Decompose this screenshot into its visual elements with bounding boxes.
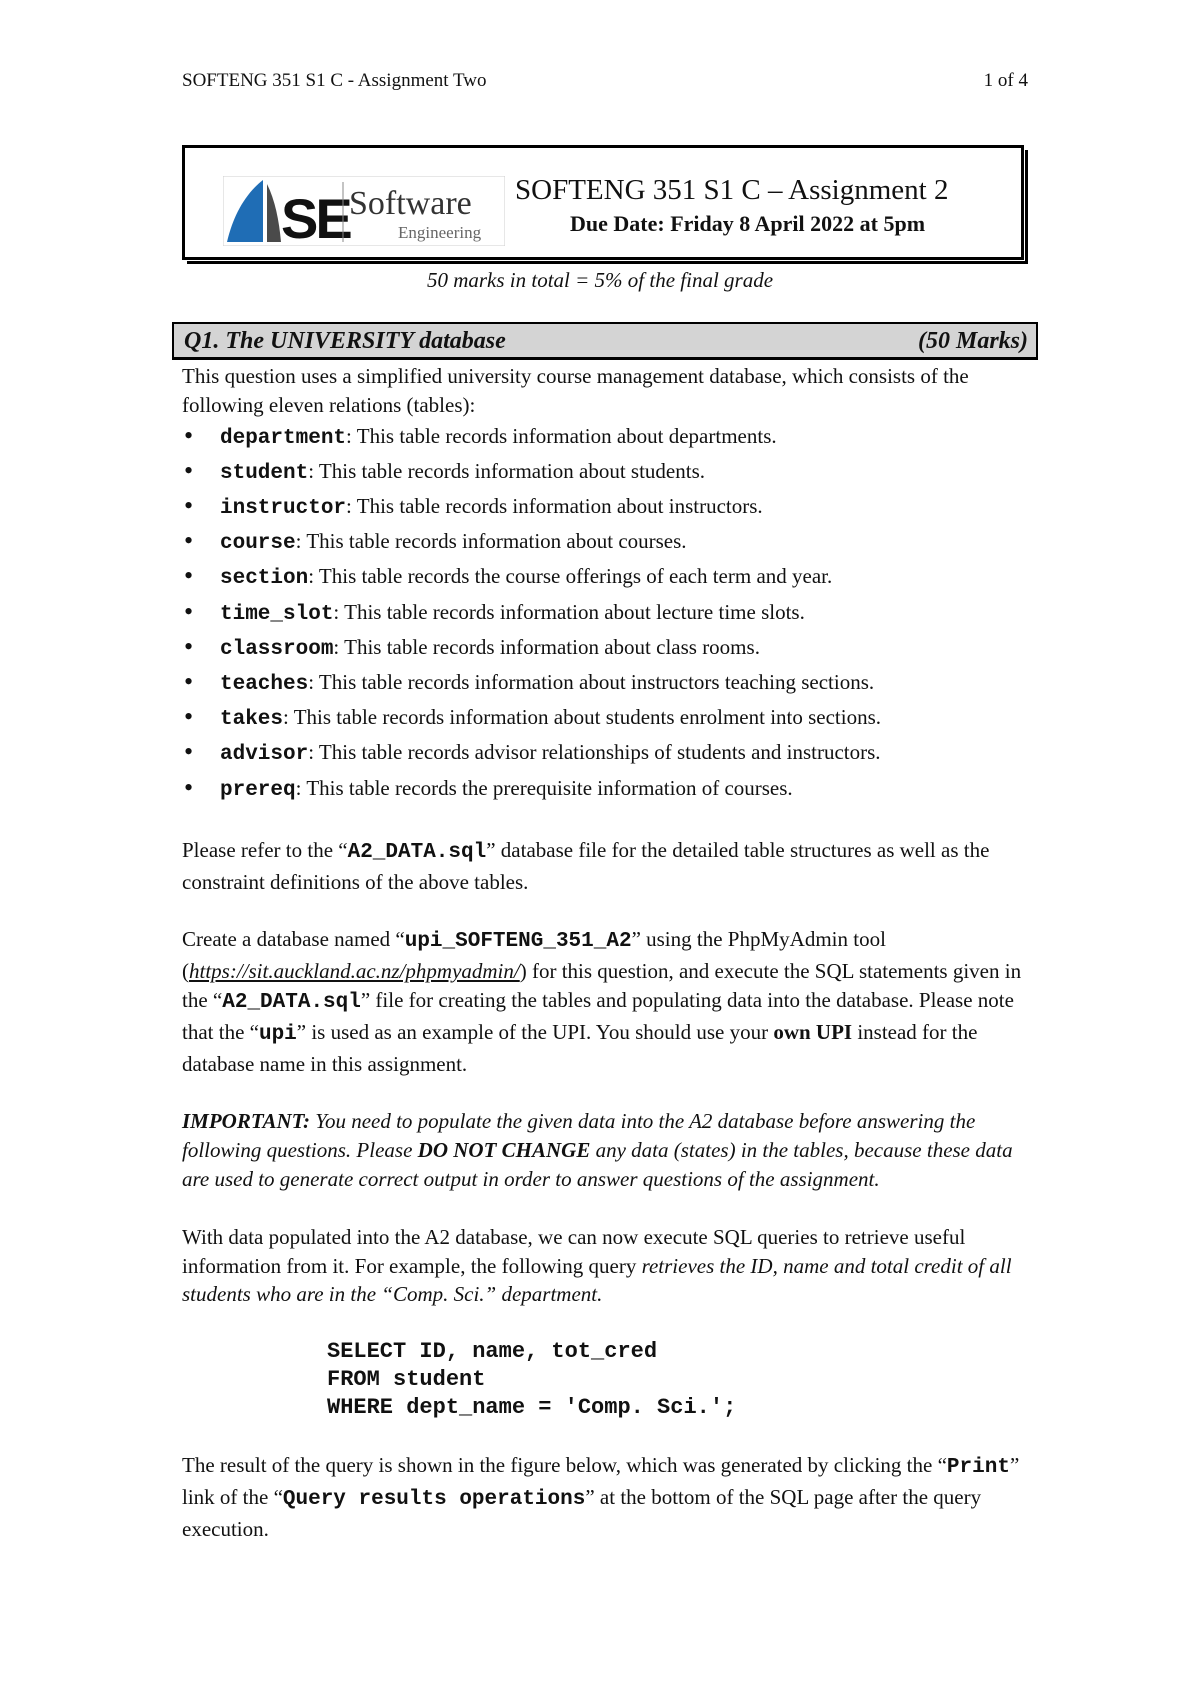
logo-se-text: SE xyxy=(281,187,350,246)
table-desc: : This table records information about students enrolment into sections. xyxy=(283,705,882,730)
do-not-change-emphasis: DO NOT CHANGE xyxy=(417,1138,591,1163)
sql-line: WHERE dept_name = 'Comp. Sci.'; xyxy=(327,1395,737,1421)
question-heading-bar xyxy=(172,322,1038,360)
table-desc: : This table records information about class rooms. xyxy=(333,634,760,659)
table-name: student xyxy=(220,461,309,485)
list-item xyxy=(182,701,1037,736)
table-desc: : This table records the course offerings of each term and year. xyxy=(308,564,833,589)
print-link-term: Print xyxy=(946,1456,1010,1480)
list-item xyxy=(182,560,1037,595)
table-name: course xyxy=(220,532,296,556)
logo-engineering-text: Engineering xyxy=(398,223,482,242)
table-name: time_slot xyxy=(220,602,334,626)
phpmyadmin-link[interactable]: https://sit.auckland.ac.nz/phpmyadmin/ xyxy=(189,959,520,984)
software-engineering-logo xyxy=(223,176,505,246)
list-item xyxy=(182,525,1037,560)
query-results-operations-term: Query results operations xyxy=(282,1487,586,1511)
db-name: upi_SOFTENG_351_A2 xyxy=(404,930,632,954)
list-item xyxy=(182,666,1037,701)
table-name: department xyxy=(220,426,347,450)
sql-line: FROM student xyxy=(327,1367,486,1393)
sql-file-name: A2_DATA.sql xyxy=(347,840,487,864)
table-desc: : This table records information about courses. xyxy=(295,529,687,554)
sql-file-name: A2_DATA.sql xyxy=(222,991,361,1015)
table-name: classroom xyxy=(220,637,334,661)
logo-software-text: Software xyxy=(349,185,472,222)
upi-term: upi xyxy=(258,1022,297,1046)
list-item xyxy=(182,736,1037,771)
running-header-title: SOFTENG 351 S1 C - Assignment Two xyxy=(182,70,487,91)
example-paragraph: With data populated into the A2 database, we can now execute SQL queries to retrieve useful information from it. For example, the following query retrieves the ID, name and total credit of all students who are in the “Comp. Sci.” department. xyxy=(182,1224,1012,1307)
intro-paragraph: This question uses a simplified university course management database, which consists of the following eleven relations (tables): xyxy=(182,364,969,417)
query-description: retrieves the ID, name and total credit of all students who are in the “Comp. Sci.” department. xyxy=(182,1253,1012,1307)
important-note: IMPORTANT: You need to populate the given data into the A2 database before answering the following questions. Please DO NOT CHANGE any data (states) in the tables, because these data are used to generate correct output in order to answer questions of the assignment. xyxy=(182,1109,1013,1191)
refer-paragraph: Please refer to the “A2_DATA.sql” database file for the detailed table structures as well as the constraint definitions of the above tables. xyxy=(182,837,990,894)
list-item xyxy=(182,490,1037,525)
sql-line: SELECT ID, name, tot_cred xyxy=(327,1339,658,1365)
question-title: Q1. The UNIVERSITY database xyxy=(184,328,506,354)
question-marks: (50 Marks) xyxy=(917,328,1028,354)
important-label: IMPORTANT: xyxy=(182,1109,310,1134)
table-desc: : This table records information about departments. xyxy=(346,423,777,448)
table-desc: : This table records information about students. xyxy=(308,458,706,483)
table-name: section xyxy=(220,567,309,591)
create-db-paragraph: Create a database named “upi_SOFTENG_351_A2” using the PhpMyAdmin tool (https://sit.auckland.ac.nz/phpmyadmin/) for this question, and execute the SQL statements given in the “A2_DATA.sql” file for creating the tables and populating data into the database. Please note that the “upi” is used as an example of the UPI. You should use your own UPI instead for the database name in this assignment. xyxy=(182,927,1022,1076)
sql-code-block xyxy=(327,1338,1037,1422)
own-upi-emphasis: own UPI xyxy=(773,1019,853,1044)
result-paragraph: The result of the query is shown in the figure below, which was generated by clicking the “Print” link of the “Query results operations” at the bottom of the SQL page after the query execution. xyxy=(182,1453,1020,1541)
table-list xyxy=(182,420,1037,807)
page-indicator: 1 of 4 xyxy=(983,70,1028,91)
due-date: Due Date: Friday 8 April 2022 at 5pm xyxy=(570,211,926,236)
table-desc: : This table records information about lecture time slots. xyxy=(333,599,805,624)
table-desc: : This table records advisor relationships of students and instructors. xyxy=(308,740,881,765)
list-item xyxy=(182,455,1037,490)
marks-summary: 50 marks in total = 5% of the final grade xyxy=(426,268,774,292)
table-name: takes xyxy=(220,708,284,732)
table-desc: : This table records information about instructors. xyxy=(346,494,763,518)
list-item xyxy=(182,772,1037,807)
table-name: prereq xyxy=(220,778,296,802)
table-desc: : This table records information about instructors teaching sections. xyxy=(308,670,875,695)
table-desc: : This table records the prerequisite information of courses. xyxy=(295,775,793,800)
question-body xyxy=(182,362,1037,1544)
list-item xyxy=(182,420,1037,455)
assignment-title: SOFTENG 351 S1 C – Assignment 2 xyxy=(515,174,949,206)
list-item xyxy=(182,631,1037,666)
table-name: advisor xyxy=(220,743,309,767)
title-box xyxy=(182,145,1024,260)
table-name: teaches xyxy=(220,673,309,697)
list-item xyxy=(182,596,1037,631)
table-name: instructor xyxy=(220,497,347,520)
